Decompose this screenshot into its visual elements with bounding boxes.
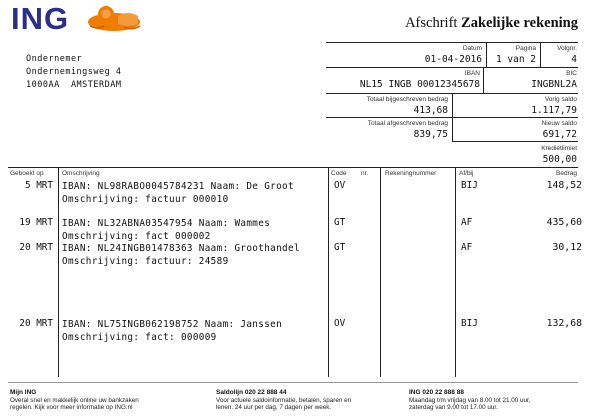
iban-value: NL15 INGB 00012345678 [359, 79, 480, 90]
pagina-value: 1 van 2 [495, 54, 536, 65]
info-divider [540, 42, 541, 67]
table-row-af-bij: AF [461, 242, 473, 253]
info-divider [452, 93, 453, 141]
footer-mijn-ing-line1: Overal snel en makkelijk online uw bankzaken [10, 397, 139, 404]
volgnr-value: 4 [571, 54, 577, 65]
volgnr-label: Volgnr. [557, 45, 577, 52]
column-divider [58, 167, 59, 377]
footer-saldolijn-line2: lenen. 24 uur per dag, 7 dagen per week. [216, 404, 332, 411]
table-row-code: OV [334, 318, 346, 329]
address-name: Ondernemer [26, 54, 83, 64]
kredietlimiet-value: 500,00 [542, 154, 577, 165]
header-rekeningnummer: Rekeningnummer [385, 170, 437, 177]
table-row-code: OV [334, 180, 346, 191]
footer-ing-phone-line2: zaterdag van 9.00 tot 17.00 uur. [409, 404, 498, 411]
header-code: Code [331, 170, 347, 177]
footer-divider [8, 382, 578, 383]
info-divider [486, 42, 487, 67]
table-row-description: IBAN: NL24INGB01478363 Naam: Groothandel Omschrijving: factuur: 24589 [62, 243, 300, 267]
footer-ing-phone-title: ING 020 22 888 88 [409, 389, 464, 396]
table-row-af-bij: AF [461, 217, 473, 228]
table-row-description: IBAN: NL98RABO0045784231 Naam: De Groot Omschrijving: factuur 000010 [62, 181, 294, 205]
table-row-af-bij: BIJ [461, 180, 478, 191]
table-row-af-bij: BIJ [461, 318, 478, 329]
vorig-saldo-value: 1.117,79 [531, 105, 577, 116]
column-divider [455, 167, 456, 377]
bijgeschreven-value: 413,68 [413, 105, 448, 116]
table-row-description: IBAN: NL32ABNA03547954 Naam: Wammes Omschrijving: fact 000002 [62, 218, 271, 242]
info-divider [326, 67, 578, 68]
table-row-code: GT [334, 217, 346, 228]
table-row-amount: 30,12 [552, 242, 582, 253]
title-part-account-type: Zakelijke rekening [461, 15, 578, 31]
footer-mijn-ing-line2: regelen. Kijk voor meer informatie op ING.nl [10, 404, 133, 411]
nieuw-saldo-label: Nieuw saldo [541, 120, 577, 127]
table-row-amount: 132,68 [546, 318, 582, 329]
footer-mijn-ing-title: Mijn ING [10, 389, 37, 396]
pagina-label: Pagina [515, 45, 536, 52]
vorig-saldo-label: Vorig saldo [544, 96, 577, 103]
bijgeschreven-label: Totaal bijgeschreven bedrag [366, 96, 448, 103]
datum-label: Datum [462, 45, 482, 52]
table-row-date: 5 MRT [25, 180, 53, 191]
footer-ing-phone-line1: Maandag t/m vrijdag van 8.00 tot 21.00 uur, [409, 397, 531, 404]
header-nr: nr. [361, 170, 369, 177]
title-part-afschrift: Afschrift [405, 15, 458, 31]
table-top-border [8, 167, 578, 168]
header-af-bij: Af/bij [459, 170, 474, 177]
document-title [405, 15, 578, 32]
table-row-date: 19 MRT [19, 217, 53, 228]
afgeschreven-label: Totaal afgeschreven bedrag [367, 120, 448, 127]
table-row-description: IBAN: NL75INGB062198752 Naam: Janssen Omschrijving: fact: 000009 [62, 319, 283, 343]
info-divider [452, 141, 578, 142]
table-row-amount: 148,52 [546, 180, 582, 191]
footer-saldolijn-line1: Voor actuele saldoinformatie, betalen, sparen en [216, 397, 352, 404]
lion-icon [84, 2, 144, 32]
nieuw-saldo-value: 691,72 [542, 129, 577, 140]
table-row-date: 20 MRT [19, 242, 53, 253]
address-city: 1000AA AMSTERDAM [26, 80, 122, 90]
table-row-amount: 435,60 [546, 217, 582, 228]
bic-label: BIC [566, 70, 577, 77]
iban-label: IBAN [464, 70, 480, 77]
footer-saldolijn-title: Saldolijn 020 22 888 44 [216, 389, 287, 396]
column-divider [380, 167, 381, 377]
kredietlimiet-label: Kredietlimiet [541, 145, 577, 152]
datum-value: 01-04-2016 [424, 54, 482, 65]
address-street: Ondernemingsweg 4 [26, 67, 122, 77]
afgeschreven-value: 839,75 [413, 129, 448, 140]
header-bedrag: Bedrag [556, 170, 577, 177]
info-divider [483, 67, 484, 93]
table-row-code: GT [334, 242, 346, 253]
header-omschrijving: Omschrijving [62, 170, 100, 177]
bic-value: INGBNL2A [531, 79, 577, 90]
header-geboekt-op: Geboekt op [10, 170, 44, 177]
table-row-date: 20 MRT [19, 318, 53, 329]
ing-logo-text: ING [11, 1, 70, 36]
